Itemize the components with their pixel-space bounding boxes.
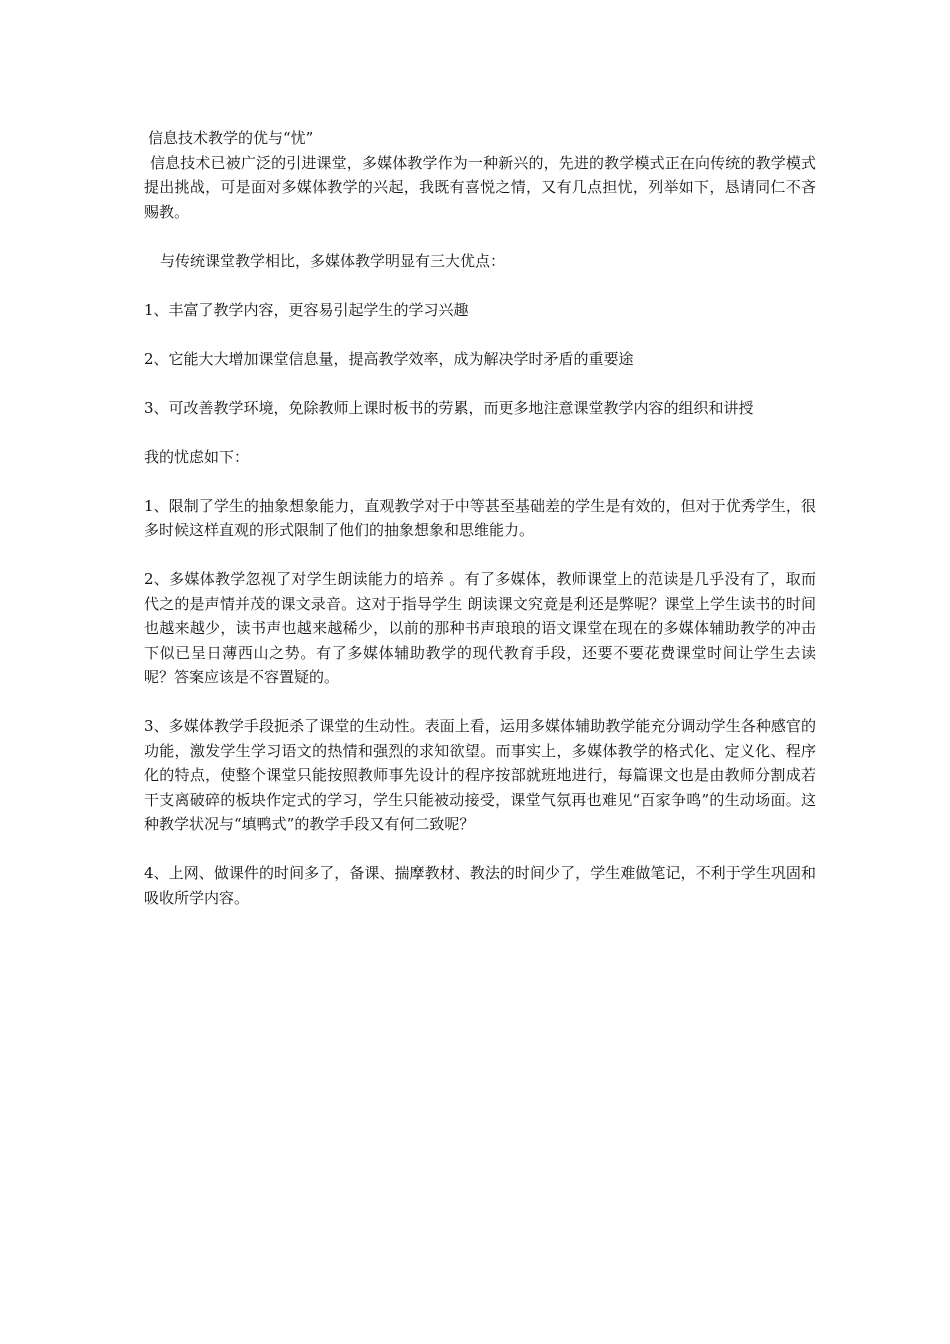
advantage-item-3: 3、可改善教学环境，免除教师上课时板书的劳累，而更多地注意课堂教学内容的组织和讲授 bbox=[144, 398, 754, 417]
advantage-item-1: 1、丰富了教学内容，更容易引起学生的学习兴趣 bbox=[144, 300, 469, 319]
advantages-heading: 与传统课堂教学相比，多媒体教学明显有三大优点： bbox=[160, 251, 506, 270]
document-body bbox=[144, 126, 816, 910]
advantage-item-2: 2、它能大大增加课堂信息量，提高教学效率，成为解决学时矛盾的重要途 bbox=[144, 349, 634, 368]
concern-item-4: 4、上网、做课件的时间多了，备课、揣摩教材、教法的时间少了，学生难做笔记，不利于学生巩固和吸收所学内容。 bbox=[144, 864, 816, 907]
concern-item-1: 1、限制了学生的抽象想象能力，直观教学对于中等甚至基础差的学生是有效的，但对于优秀学生，很多时候这样直观的形式限制了他们的抽象想象和思维能力。 bbox=[144, 496, 816, 539]
concerns-heading: 我的忧虑如下： bbox=[144, 447, 250, 466]
intro-paragraph: 信息技术已被广泛的引进课堂，多媒体教学作为一种新兴的，先进的教学模式正在向传统的教学模式提出挑战，可是面对多媒体教学的兴起，我既有喜悦之情，又有几点担忧，列举如下，恳请同仁不吝赐教。 bbox=[144, 153, 816, 221]
concern-item-3: 3、多媒体教学手段扼杀了课堂的生动性。表面上看，运用多媒体辅助教学能充分调动学生各种感官的功能，激发学生学习语文的热情和强烈的求知欲望。而事实上，多媒体教学的格式化、定义化、程序化的特点，使整个课堂只能按照教师事先设计的程序按部就班地进行，每篇课文也是由教师分割成若干支离破碎的板块作定式的学习，学生只能被动接受，课堂气氛再也难见“百家争鸣”的生动场面。这种教学状况与“填鸭式”的教学手段又有何二致呢？ bbox=[144, 717, 816, 833]
concern-item-2: 2、多媒体教学忽视了对学生朗读能力的培养 。有了多媒体，教师课堂上的范读是几乎没有了，取而代之的是声情并茂的课文录音。这对于指导学生 朗读课文究竟是利还是弊呢？课堂上学生读书的时间也越来越少，读书声也越来越稀少，以前的那种书声琅琅的语文课堂在现在的多媒体辅助教学的冲击下似已呈日薄西山之势。有了多媒体辅助教学的现代教育手段，还要不要花费课堂时间让学生去读呢？答案应该是不容置疑的。 bbox=[144, 570, 816, 686]
document-title: 信息技术教学的优与“忧” bbox=[148, 129, 314, 147]
